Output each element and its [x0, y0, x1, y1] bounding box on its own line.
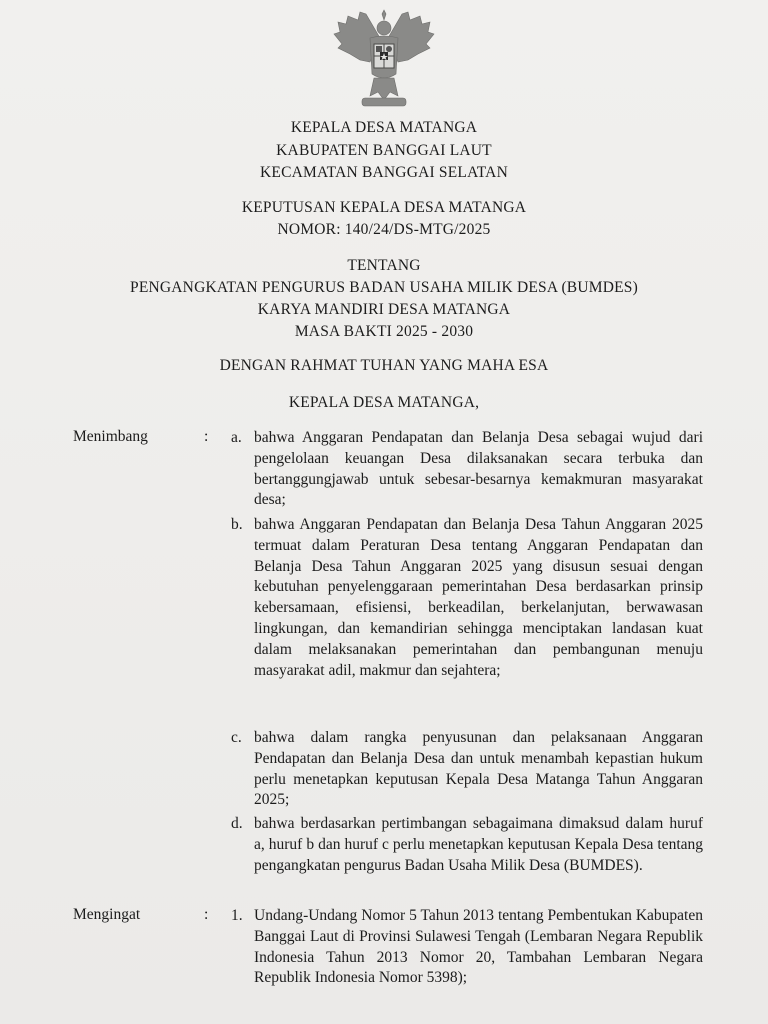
menimbang-item-c [231, 728, 703, 811]
issuer-line: KEPALA DESA MATANGA, [288, 394, 480, 411]
mengingat-colon: : [204, 906, 209, 923]
mengingat-label: Mengingat [73, 906, 141, 923]
regency-heading: KABUPATEN BANGGAI LAUT [276, 142, 492, 159]
subject-line-1: PENGANGKATAN PENGURUS BADAN USAHA MILIK DESA (BUMDES) [130, 279, 638, 296]
item-text: Undang-Undang Nomor 5 Tahun 2013 tentang Pembentukan Kabupaten Banggai Laut di Provinsi Sulawesi Tengah (Lembaran Negara Republik Indonesia Tahun 2013 Nomor 20, Tambahan Lembaran Negara Republik Indonesia Nomor 5398); [254, 907, 703, 987]
subject-line-3: MASA BAKTI 2025 - 2030 [294, 323, 474, 340]
district-heading: KECAMATAN BANGGAI SELATAN [260, 164, 508, 181]
item-marker: d. [231, 815, 243, 832]
item-marker: c. [231, 729, 242, 746]
mengingat-item-1 [231, 906, 703, 989]
menimbang-label: Menimbang [73, 428, 148, 445]
garuda-emblem-icon [330, 8, 438, 112]
item-text: bahwa Anggaran Pendapatan dan Belanja Desa Tahun Anggaran 2025 termuat dalam Peraturan Desa tentang Anggaran Pendapatan dan Belanja Desa Tahun Anggaran 2025 yang disusun sesuai dengan kebutuhan penyelenggaraan pemerintahan Desa berdasarkan prinsip kebersamaan, efisiensi, berkeadilan, berkelanjutan, berwawasan lingkungan, dan kemandirian sehingga menciptakan landasan kuat dalam melaksanakan pemerintahan dan pembangunan menuju masyarakat adil, makmur dan sejahtera; [254, 516, 703, 679]
village-head-heading: KEPALA DESA MATANGA [290, 119, 478, 136]
item-marker: a. [231, 429, 242, 446]
menimbang-item-a [231, 428, 703, 511]
menimbang-item-b [231, 515, 703, 681]
item-text: bahwa Anggaran Pendapatan dan Belanja Desa sebagai wujud dari pengelolaan keuangan Desa dilaksanakan secara terbuka dan bertanggungjawab untuk sebesar-besarnya kemakmuran masyarakat desa; [254, 429, 703, 509]
decree-number: NOMOR: 140/24/DS-MTG/2025 [277, 221, 491, 238]
menimbang-item-d [231, 814, 703, 876]
subject-line-2: KARYA MANDIRI DESA MATANGA [257, 301, 511, 318]
item-text: bahwa dalam rangka penyusunan dan pelaksanaan Anggaran Pendapatan dan Belanja Desa dan untuk menambah kepastian hukum perlu menetapkan keputusan Kepala Desa Matanga Tahun Anggaran 2025; [254, 729, 703, 809]
item-marker: 1. [231, 907, 243, 924]
item-text: bahwa berdasarkan pertimbangan sebagaimana dimaksud dalam huruf a, huruf b dan huruf c perlu menetapkan keputusan Kepala Desa tentang pengangkatan pengurus Badan Usaha Milik Desa (BUMDES). [254, 815, 703, 874]
item-marker: b. [231, 516, 243, 533]
decree-title: KEPUTUSAN KEPALA DESA MATANGA [241, 199, 527, 216]
about-heading: TENTANG [347, 257, 421, 274]
menimbang-colon: : [204, 428, 209, 445]
blessing-line: DENGAN RAHMAT TUHAN YANG MAHA ESA [219, 357, 549, 374]
